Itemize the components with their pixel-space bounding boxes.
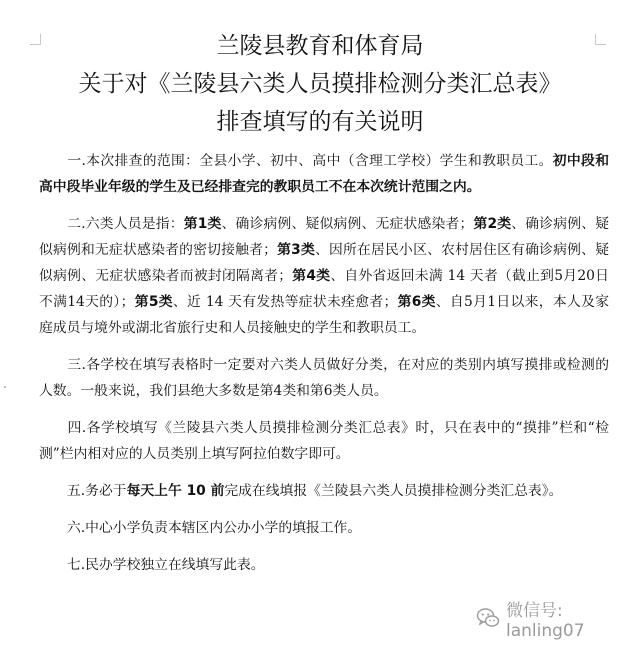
p2-intro: 二.六类人员是指： <box>67 216 184 232</box>
paragraph-3 <box>39 352 609 404</box>
category-3-label: 第3类 <box>276 242 315 258</box>
doc-title-line-2: 关于对《兰陵县六类人员摸排检测分类汇总表》 <box>78 71 562 97</box>
category-6-label: 第6类 <box>397 294 436 310</box>
deadline-text: 每天上午 10 前 <box>126 483 225 499</box>
category-4-label: 第4类 <box>292 268 331 284</box>
category-2-desc: 、确诊病例、疑似病例和无症状感染者的密切接触者； <box>39 216 609 258</box>
paragraph-5-post: 完成在线填报《兰陵县六类人员摸排检测分类汇总表》。 <box>224 483 563 499</box>
paragraph-1-text: 一.本次排查的范围：全县小学、初中、高中（含理工学校）学生和教职员工。 <box>67 153 553 169</box>
wechat-icon <box>476 607 500 629</box>
paragraph-7 <box>39 552 609 578</box>
paragraph-6-text: 六.中心小学负责本辖区内公办小学的填报工作。 <box>67 520 362 536</box>
watermark-text: 微信号: lanling07 <box>506 600 585 641</box>
paragraph-1-bold: 初中段和高中段毕业年级的学生及已经排查完的教职员工不在本次统计范围之内。 <box>39 153 609 195</box>
paragraph-5-pre: 五.务必于 <box>67 483 127 499</box>
margin-dot <box>4 386 6 388</box>
paragraph-7-text: 七.民办学校独立在线填写此表。 <box>67 557 265 573</box>
paragraph-6 <box>39 515 609 541</box>
paragraph-5 <box>39 478 609 504</box>
category-3-desc: 、因所在居民小区、农村居住区有确诊病例、疑似病例、无症状感染者而被封闭隔离者； <box>39 242 609 284</box>
category-5-label: 第5类 <box>134 294 173 310</box>
category-4-desc: 、自外省返回未满 14 天者（截止到5月20日不满14天的）； <box>39 268 609 310</box>
category-1-desc: 、确诊病例、疑似病例、无症状感染者； <box>221 216 474 232</box>
category-1-label: 第1类 <box>183 216 222 232</box>
paragraph-2 <box>39 211 609 341</box>
doc-body <box>39 148 609 589</box>
paragraph-1 <box>39 148 609 200</box>
category-2-label: 第2类 <box>473 216 512 232</box>
category-6-desc: 、自5月1日以来，本人及家庭成员与境外或湖北省旅行史和人员接触史的学生和教职员工。 <box>39 294 609 336</box>
doc-title-line-1: 兰陵县教育和体育局 <box>216 33 424 59</box>
paragraph-4 <box>39 415 609 467</box>
paragraph-4-text: 四.各学校填写《兰陵县六类人员摸排检测分类汇总表》时，只在表中的“摸排”栏和“检测”栏内相对应的人员类别上填写阿拉伯数字即可。 <box>39 420 609 462</box>
doc-title-line-3: 排查填写的有关说明 <box>216 109 424 135</box>
category-5-desc: 、近 14 天有发热等症状未痊愈者； <box>172 294 398 310</box>
paragraph-3-text: 三.各学校在填写表格时一定要对六类人员做好分类，在对应的类别内填写摸排或检测的人数。一般来说，我们县绝大多数是第4类和第6类人员。 <box>39 357 609 399</box>
wechat-watermark <box>476 600 640 641</box>
